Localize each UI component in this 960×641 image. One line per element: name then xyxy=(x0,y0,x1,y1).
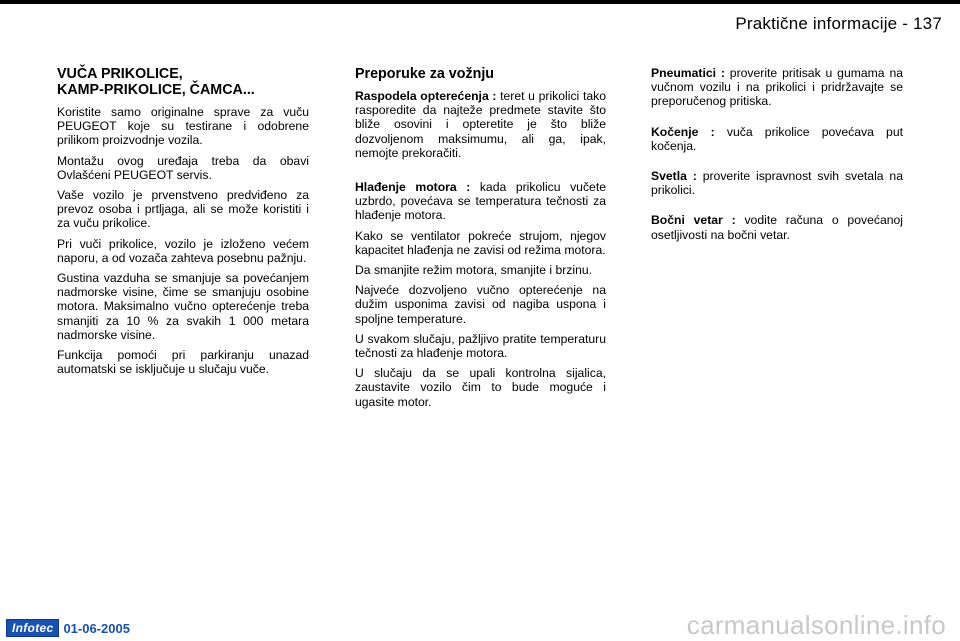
crosswind-paragraph xyxy=(651,213,903,241)
load-distribution-text: teret u prikolici tako rasporedite da najteže predmete stavite što bliže osovini i opteretite je što bliže dozvoljenom maksimumu, ali ga, ipak, nemojte prekoračiti. xyxy=(355,89,606,160)
paragraph: Da smanjite režim motora, smanjite i brzinu. xyxy=(355,263,593,278)
tyres-label: Pneumatici : xyxy=(651,66,725,80)
paragraph: Montažu ovog uređaja treba da obavi Ovlašćeni PEUGEOT servis. xyxy=(57,153,309,182)
paragraph: Vaše vozilo je prvenstveno predviđeno za prevoz osoba i prtljaga, ali se može koristiti i za vuču prikolice. xyxy=(57,188,309,231)
page-header-title: Praktične informacije - 137 xyxy=(735,14,942,33)
column-towing xyxy=(57,66,309,382)
crosswind-text: vodite računa o povećanoj osetljivosti na bočni vetar. xyxy=(651,213,903,242)
footer-date: 01-06-2005 xyxy=(63,620,130,636)
lights-text: proverite ispravnost svih svetala na prikolici. xyxy=(651,169,903,198)
column-checks xyxy=(651,66,903,248)
watermark: carmanualsonline.info xyxy=(686,610,946,640)
paragraph: Funkcija pomoći pri parkiranju unazad automatski se isključuje u slučaju vuče. xyxy=(57,348,309,377)
crosswind-label: Bočni vetar : xyxy=(651,213,736,228)
infotec-logo: Infotec xyxy=(6,619,59,637)
section-title-driving-advice: Preporuke za vožnju xyxy=(355,66,495,82)
braking-text: vuča prikolice povećava put kočenja. xyxy=(651,124,904,153)
title-line-2: KAMP-PRIKOLICE, ČAMCA... xyxy=(57,82,255,98)
engine-cooling-paragraph xyxy=(355,180,606,223)
lights-label: Svetla : xyxy=(651,169,697,184)
paragraph: Pri vuči prikolice, vozilo je izloženo većem naporu, a od vozača zahteva posebnu pažnju. xyxy=(57,236,309,265)
paragraph: Kako se ventilator pokreće strujom, njegov kapacitet hlađenja ne zavisi od režima motora. xyxy=(355,228,606,257)
load-distribution-label: Raspodela opterećenja : xyxy=(355,89,497,103)
engine-cooling-label: Hlađenje motora : xyxy=(355,180,471,195)
section-title-towing xyxy=(57,66,309,98)
title-line-1: VUČA PRIKOLICE, xyxy=(57,66,183,82)
tyres-paragraph xyxy=(651,66,903,109)
paragraph: Koristite samo originalne sprave za vuču PEUGEOT koje su testirane i odobrene prilikom proizvodnje vozila. xyxy=(57,105,309,148)
lights-paragraph xyxy=(651,169,903,197)
load-distribution-paragraph xyxy=(355,89,606,160)
braking-paragraph xyxy=(651,125,903,153)
paragraph: Najveće dozvoljeno vučno opterećenje na dužim usponima zavisi od nagiba uspona i spoljne temperature. xyxy=(355,283,606,326)
tyres-text: proverite pritisak u gumama na vučnom vozilu i na prikolici i pridržavajte se preporučenog pritiska. xyxy=(651,66,903,109)
footer xyxy=(6,619,130,637)
header-rule xyxy=(0,0,960,4)
paragraph: U slučaju da se upali kontrolna sijalica, zaustavite vozilo čim to bude moguće i ugasite motor. xyxy=(355,366,606,409)
engine-cooling-text: kada prikolicu vučete uzbrdo, povećava se temperatura tečnosti za hlađenje motora. xyxy=(355,180,606,223)
column-driving-advice xyxy=(355,66,606,415)
braking-label: Kočenje : xyxy=(651,124,715,139)
paragraph: Gustina vazduha se smanjuje sa povećanjem nadmorske visine, čime se smanjuju osobine motora. Maksimalno vučno opterećenje treba smanjiti za 10 % za svakih 1 000 metara nadmorske visine. xyxy=(57,271,309,342)
paragraph: U svakom slučaju, pažljivo pratite temperaturu tečnosti za hlađenje motora. xyxy=(355,331,606,361)
